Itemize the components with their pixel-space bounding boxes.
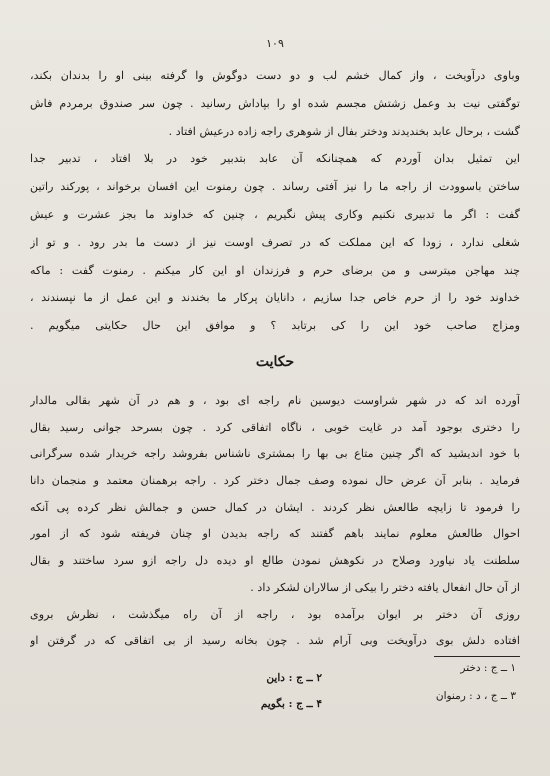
text-line: این تمثیل بدان آوردم که همچنانکه آن عابد بتدبیر خود در بلا افتاد ، تدبیر جدا — [30, 152, 520, 166]
page-number: ۱۰۹ — [266, 37, 284, 50]
text-line: را فرمود تا زایچه طالعش نظر کردند . ایشان در کمال حسن و جمالش نظر کرده پی آنکه — [30, 500, 520, 514]
text-line: فرماید . بنابر آن عرض حال نموده وصف جمال دختر کرد . راجه برهمنان معتمد و منجمان دانا — [30, 474, 520, 488]
text-line: ومزاج صاحب خود این را کی برتابد ؟ و موافق این حال حکایتی میگویم . — [30, 319, 520, 333]
text-line: گشت ، برحال عابد بخندیدند ودختر بفال از شوهری راجه زاده درعیش افتاد . — [168, 124, 520, 138]
text-line: خداوند خود را از حرم خاص جدا سازیم ، دانایان پرکار ما بخندند و این عمل از ما نپسندند ، — [30, 291, 520, 305]
text-line: سلطنت یاد نیاورد وصلاح در نکوهش نمودن طالع او دیده دل راجه ازو سرد ساختند و بقال — [30, 554, 520, 568]
text-line: چند مهاجن میترسی و من برضای حرم و فرزندان او این کار میکنم . رمنوت گفت : ماکه — [30, 263, 520, 277]
footnote-1: ۱ ــ ج : دختر — [460, 662, 516, 674]
footnote-2: ۲ ــ ج : داین — [266, 672, 322, 684]
text-line: را دختری بوجود آمد در غایت خوبی ، ناگاه اتفاقی کرد . چون بسرحد جوانی رسید بقال — [30, 420, 520, 434]
text-line: ساختن باسوودت از راجه ما را نیز آفتی رساند . چون رمنوت این افسان برخواند ، پورکند راتین — [30, 180, 520, 194]
text-line: وباوی درآویخت ، واز کمال خشم لب و دو دست دوگوش وا گرفته بینی او را بدندان بکند، — [30, 69, 520, 82]
text-line: شغلی ندارد ، زودا که این مملکت که در تصرف اوست نیز از دست ما بدر رود . و تو از — [30, 235, 520, 249]
text-line: از آن حال انفعال یافته دختر را بیکی از سالاران لشکر داد . — [250, 580, 520, 594]
text-line: گفت : اگر ما تدبیری نکنیم وکاری پیش نگیریم ، چنین که خداوند ما بجز عشرت و عیش — [30, 207, 520, 221]
text-line: افتاده دلش بوی درآویخت وبی آرام شد . چون بخانه رسید از بی اتفاقی که در گرفتن او — [30, 634, 520, 648]
text-line: روزی آن دختر بر ایوان برآمده بود ، راجه از آن راه میگذشت ، نظرش بروی — [30, 607, 520, 621]
text-line: آورده اند که در شهر شراوست دیوسین نام راجه ای بود ، و هم در آن شهر بقالی مالدار — [30, 394, 520, 407]
text-line: با خود اندیشید که اگر چنین متاع بی بها را بمشتری ناشناس بفروشد راجه خریدار شده سرگرانی — [30, 447, 520, 461]
text-line: توگفتی نیت بد وعمل زشتش مجسم شده او را بپاداش رسانید . چون سر صندوق برمردم فاش — [30, 96, 520, 110]
footnote-divider — [434, 656, 520, 657]
paragraph-2 — [30, 388, 520, 655]
footnote-3: ۳ ــ ج ، د : رمنوان — [435, 690, 516, 702]
section-heading: حکایت — [255, 354, 295, 370]
paragraph-1 — [30, 62, 520, 340]
footnote-4: ۴ ــ ج : بگویم — [260, 698, 322, 710]
text-line: احوال طالعش معلوم نمایند باهم گفتند که راجه بدیدن او چنان فریفته شود که از امور — [30, 527, 520, 541]
